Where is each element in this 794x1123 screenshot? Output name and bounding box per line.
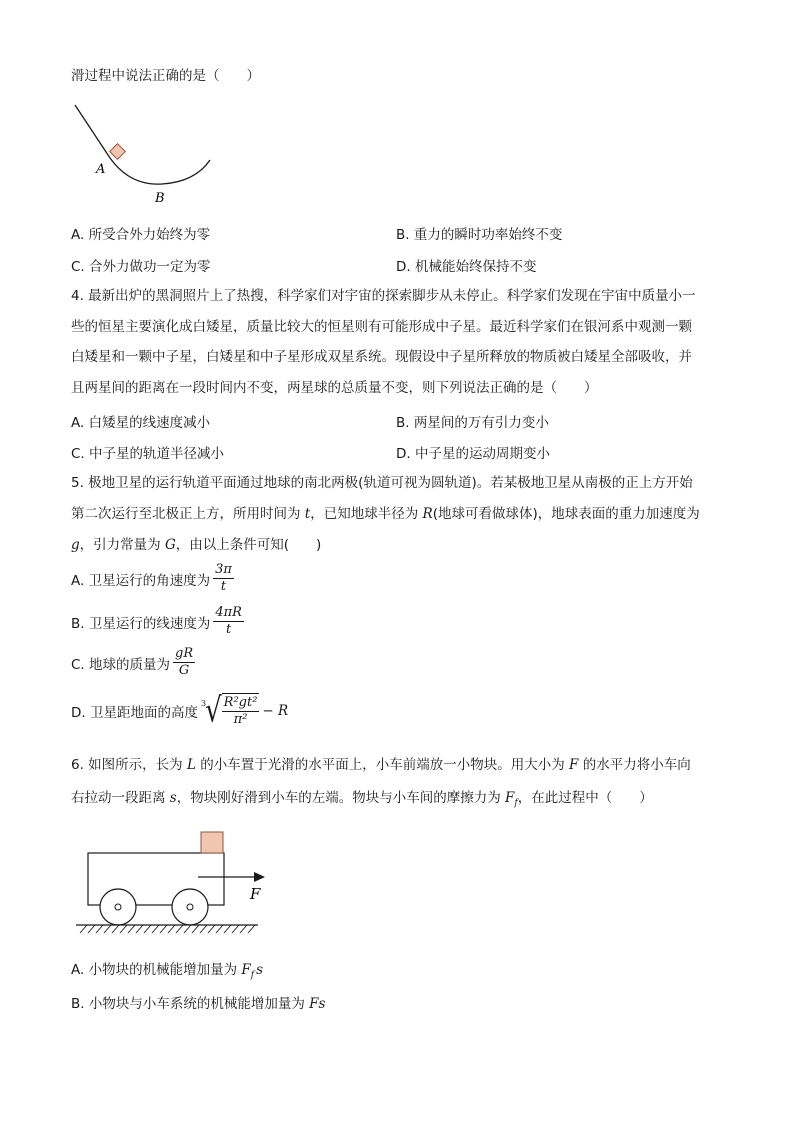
q5-option-a-text: A. 卫星运行的角速度为 bbox=[71, 572, 211, 589]
ground-hatching bbox=[80, 925, 255, 933]
q5-option-a-fraction bbox=[213, 562, 234, 595]
q5-option-a-numerator: 3π bbox=[215, 562, 232, 577]
q5-var-g: g bbox=[71, 537, 80, 553]
q5-line2-part-a: 第二次运行至北极正上方，所用时间为 bbox=[71, 506, 305, 522]
q5-option-d-numerator: R²gt² bbox=[223, 695, 258, 710]
q5-option-a-denominator: t bbox=[220, 579, 227, 594]
q6-stem-line-2 bbox=[71, 788, 653, 814]
q6-option-b[interactable] bbox=[71, 992, 325, 1012]
q6-option-a-sub: f bbox=[250, 970, 255, 981]
q6-option-a-s: s bbox=[256, 962, 264, 978]
q5-option-b-text: B. 卫星运行的线速度为 bbox=[71, 615, 211, 632]
q5-option-d-text: D. 卫星距地面的高度 bbox=[71, 704, 198, 721]
q4-option-a[interactable]: A. 白矮星的线速度减小 bbox=[71, 415, 211, 431]
q5-option-b[interactable] bbox=[71, 605, 244, 638]
q4-stem-line-3: 白矮星和一颗中子星，白矮星和中子星形成双星系统。现假设中子星所释放的物质被白矮星全部吸收，并 bbox=[71, 349, 692, 365]
small-block bbox=[201, 832, 223, 853]
q5-var-r: R bbox=[422, 506, 433, 522]
q3-option-b[interactable]: B. 重力的瞬时功率始终不变 bbox=[396, 227, 563, 243]
q6-option-b-math: Fs bbox=[309, 996, 326, 1012]
q6-option-a[interactable] bbox=[71, 958, 263, 981]
q5-option-d-denominator: π² bbox=[233, 712, 248, 727]
q6-var-ff-sub: f bbox=[514, 798, 518, 809]
left-wheel-hub bbox=[115, 904, 121, 910]
radical-sign-icon: √ bbox=[205, 691, 222, 730]
q5-option-d[interactable] bbox=[71, 693, 288, 728]
q5-option-c-fraction bbox=[173, 646, 195, 679]
q5-option-d-root-index: 3 bbox=[200, 699, 207, 708]
q6-var-ff: F bbox=[505, 790, 515, 806]
q3-option-a[interactable]: A. 所受合外力始终为零 bbox=[71, 227, 211, 243]
q5-stem-line-3 bbox=[71, 535, 321, 555]
q6-line1-part-c: 的水平力将小车向 bbox=[578, 757, 691, 773]
q6-stem-line-1 bbox=[71, 755, 691, 775]
q4-stem-line-4: 且两星间的距离在一段时间内不变，两星球的总质量不变，则下列说法正确的是（ ） bbox=[71, 380, 598, 396]
q6-line2-part-a: 右拉动一段距离 bbox=[71, 790, 170, 806]
q4-option-c[interactable]: C. 中子星的轨道半径减小 bbox=[71, 446, 225, 462]
q4-stem-line-2: 些的恒星主要演化成白矮星，质量比较大的恒星则有可能形成中子星。最近科学家们在银河系中观测一颗 bbox=[71, 319, 692, 335]
q3-option-c[interactable]: C. 合外力做功一定为零 bbox=[71, 259, 211, 275]
q6-cart-figure bbox=[74, 825, 274, 940]
q6-line2-part-c: ，在此过程中（ ） bbox=[517, 790, 653, 806]
q5-var-big-g: G bbox=[164, 537, 176, 553]
q5-option-b-fraction bbox=[213, 605, 244, 638]
q5-line3-part-a: ，引力常量为 bbox=[79, 537, 165, 553]
q5-line3-part-b: ，由以上条件可知( ) bbox=[175, 537, 322, 553]
q6-var-f: F bbox=[569, 757, 579, 773]
q5-option-b-denominator: t bbox=[226, 622, 232, 637]
q4-option-d[interactable]: D. 中子星的运动周期变小 bbox=[396, 446, 550, 462]
q4-stem-line-1: 4. 最新出炉的黑洞照片上了热搜，科学家们对宇宙的探索脚步从未停止。科学家们发现在宇宙中质量小一 bbox=[71, 288, 696, 304]
q5-option-c-numerator: gR bbox=[175, 646, 194, 661]
q5-option-b-numerator: 4πR bbox=[215, 605, 242, 620]
q6-line2-part-b: ，物块刚好滑到小车的左端。物块与小车间的摩擦力为 bbox=[176, 790, 506, 806]
q5-option-d-fraction bbox=[222, 693, 260, 728]
q5-var-t: t bbox=[304, 506, 311, 522]
q6-option-a-math: F bbox=[241, 962, 251, 978]
q5-option-c-denominator: G bbox=[178, 663, 190, 678]
q4-option-b[interactable]: B. 两星间的万有引力变小 bbox=[396, 415, 549, 431]
right-wheel-hub bbox=[187, 904, 193, 910]
q5-line2-part-c: (地球可看做球体)，地球表面的重力加速度为 bbox=[432, 506, 700, 522]
q6-option-b-text: B. 小物块与小车系统的机械能增加量为 bbox=[71, 996, 310, 1012]
force-arrow-head bbox=[254, 872, 265, 882]
q3-option-d[interactable]: D. 机械能始终保持不变 bbox=[396, 259, 537, 275]
q6-option-a-text: A. 小物块的机械能增加量为 bbox=[71, 962, 242, 978]
q5-option-d-tail: − R bbox=[262, 702, 289, 719]
q5-option-d-root bbox=[201, 693, 288, 728]
sliding-block bbox=[110, 144, 126, 160]
q3-stem-tail: 滑过程中说法正确的是（ ） bbox=[71, 68, 260, 84]
q5-stem-line-2 bbox=[71, 504, 700, 524]
q5-option-c[interactable] bbox=[71, 646, 195, 679]
q5-option-a[interactable] bbox=[71, 562, 234, 595]
q6-var-s: s bbox=[169, 790, 177, 806]
point-a-label: A bbox=[96, 162, 106, 177]
point-b-label: B bbox=[155, 191, 165, 206]
q6-line1-part-b: 的小车置于光滑的水平面上，小车前端放一小物块。用大小为 bbox=[195, 757, 570, 773]
q6-line1-part-a: 6. 如图所示，长为 bbox=[71, 757, 187, 773]
q5-option-c-text: C. 地球的质量为 bbox=[71, 656, 171, 673]
q5-stem-line-1: 5. 极地卫星的运行轨道平面通过地球的南北两极(轨道可视为圆轨道)。若某极地卫星从南极的正上方开始 bbox=[71, 475, 693, 491]
q3-track-figure bbox=[70, 100, 220, 210]
q5-line2-part-b: ，已知地球半径为 bbox=[310, 506, 423, 522]
force-label: F bbox=[250, 885, 261, 903]
q6-var-l: L bbox=[186, 757, 196, 773]
